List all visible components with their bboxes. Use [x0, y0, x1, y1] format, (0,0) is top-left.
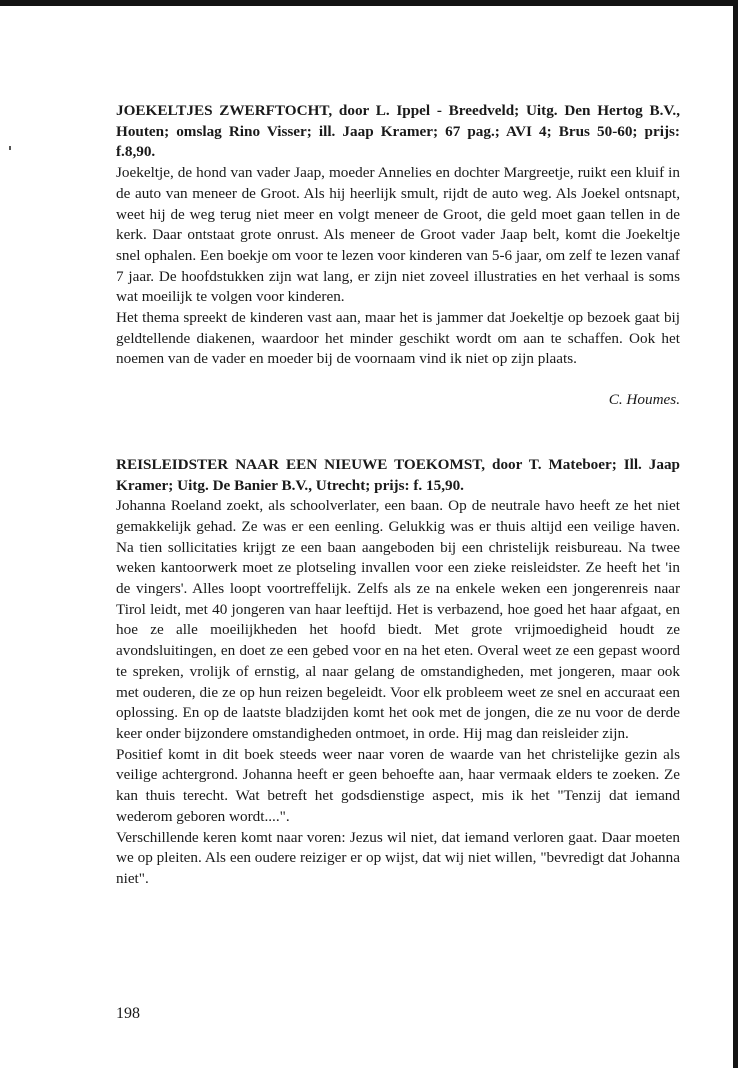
review-paragraph: Joekeltje, de hond van vader Jaap, moeder Annelies en dochter Margreetje, ruikt een kluif in de auto van meneer de Groot. Als hij heerlijk smult, rijdt de auto weg. Als Joekel ontsnapt, weet hij de weg terug niet meer en volgt meneer de Groot, die geld moet gaan tellen in de kerk. Daar ontstaat grote onrust. Als meneer de Groot vader Jaap belt, komt die Joekeltje snel ophalen. Een boekje om voor te lezen voor kinderen van 5-6 jaar, om zelf te lezen vanaf 7 jaar. De hoofdstukken zijn wat lang, er zijn niet zoveel illustraties en het verhaal is soms wat moeilijk te volgen voor kinderen. — [116, 164, 680, 306]
review-paragraph: Het thema spreekt de kinderen vast aan, maar het is jammer dat Joekeltje op bezoek gaat bij geldtellende diakenen, waardoor het minder geschikt wordt om aan te schaffen. Ook het noemen van de vader en moeder bij de voornaam vind ik niet op zijn plaats. — [116, 309, 680, 368]
review-heading — [116, 101, 680, 163]
scan-top-border — [0, 0, 738, 6]
page-number: 198 — [116, 1005, 140, 1022]
review-signature: C. Houmes. — [608, 391, 680, 409]
review-reisleidster — [116, 455, 680, 890]
scan-speck — [9, 146, 11, 150]
review-joekeltjes-zwerftocht — [116, 101, 680, 411]
review-paragraph: Positief komt in dit boek steeds weer naar voren de waarde van het christelijke gezin als veilige achtergrond. Johanna heeft er geen behoefte aan, haar vermaak elders te zoeken. Ze kan thuis terecht. Wat betreft het godsdienstige aspect, mis ik het "Tenzij dat iemand wederom geboren wordt....". — [116, 745, 680, 825]
review-heading-text: JOEKELTJES ZWERFTOCHT, door L. Ippel - Breedveld; Uitg. Den Hertog B.V., Houten; omslag Rino Visser; ill. Jaap Kramer; 67 pag.; AVI 4; Brus 50-60; prijs: f.8,90. — [116, 102, 680, 161]
scan-right-border — [733, 0, 738, 1068]
page-content — [116, 101, 680, 890]
review-paragraph: Verschillende keren komt naar voren: Jezus wil niet, dat iemand verloren gaat. Daar moeten we op pleiten. Als een oudere reiziger er op wijst, dat wij niet willen, "bevredigt dat Johanna niet". — [116, 828, 680, 887]
review-heading — [116, 455, 680, 496]
review-heading-text: REISLEIDSTER NAAR EEN NIEUWE TOEKOMST, door T. Mateboer; Ill. Jaap Kramer; Uitg. De Banier B.V., Utrecht; prijs: f. 15,90. — [116, 455, 680, 494]
review-paragraph: Johanna Roeland zoekt, als schoolverlater, een baan. Op de neutrale havo heeft ze het niet gemakkelijk gehad. Ze was er een eenling. Gelukkig was er thuis altijd een veilige haven. Na tien sollicitaties krijgt ze een baan aangeboden bij een christelijk reisbureau. Na twee weken kantoorwerk moet ze plotseling invallen voor een zieke reisleidster. Ze heeft het 'in de vingers'. Alles loopt voortreffelijk. Zelfs als ze na enkele weken een jongerenreis naar Tirol leidt, met 40 jongeren van haar leeftijd. Het is verbazend, hoe goed het haar afgaat, en hoe ze alle moeilijkheden het hoofd biedt. Met grote vrijmoedigheid houdt ze avondsluitingen, en doet ze een gebed voor en na het eten. Overal weet ze een gepast woord te spreken, vrolijk of ernstig, al naar gelang de omstandigheden, met jongeren, maar ook met ouderen, die ze op hun reizen begeleidt. Voor elk probleem weet ze snel en accuraat een oplossing. En op de laatste bladzijden komt het ook met de jongen, die ze nu voor de derde keer onder bijzondere omstandigheden ontmoet, in orde. Hij mag dan reisleider zijn. — [116, 497, 680, 742]
